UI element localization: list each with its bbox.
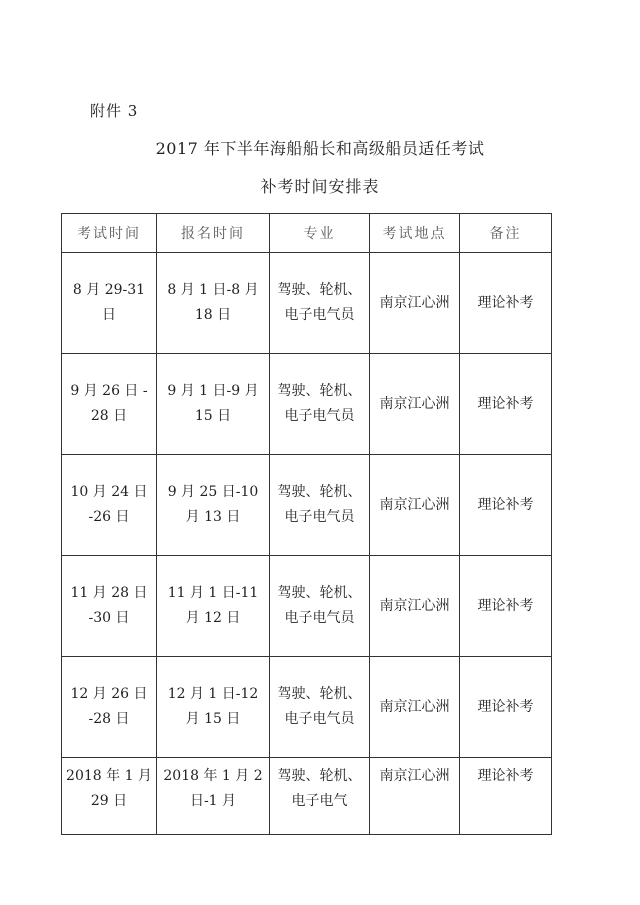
major-cell bbox=[270, 253, 370, 354]
note-cell bbox=[460, 758, 552, 835]
registration-time-text: 2018 年 1 月 2 日-1 月 bbox=[163, 768, 263, 809]
exam-time-cell bbox=[62, 354, 157, 455]
attachment-label: 附件 3 bbox=[90, 102, 139, 120]
column-header-registration-time: 报名时间 bbox=[157, 214, 270, 253]
table-row bbox=[62, 556, 552, 657]
registration-time-cell bbox=[157, 253, 270, 354]
exam-time-cell bbox=[62, 253, 157, 354]
table-row bbox=[62, 758, 552, 835]
location-text: 南京江心洲 bbox=[379, 395, 450, 412]
location-cell bbox=[370, 354, 460, 455]
note-text: 理论补考 bbox=[477, 597, 534, 614]
registration-time-text: 8 月 1 日-8 月 18 日 bbox=[167, 282, 259, 323]
major-cell bbox=[270, 354, 370, 455]
registration-time-cell bbox=[157, 758, 270, 835]
document-title: 2017 年下半年海船船长和高级船员适任考试 bbox=[155, 139, 485, 158]
major-cell bbox=[270, 556, 370, 657]
table-row bbox=[62, 354, 552, 455]
exam-time-cell bbox=[62, 556, 157, 657]
document-subtitle: 补考时间安排表 bbox=[260, 177, 380, 196]
location-text: 南京江心洲 bbox=[379, 698, 450, 715]
major-cell bbox=[270, 758, 370, 835]
registration-time-text: 11 月 1 日-11 月 12 日 bbox=[167, 585, 259, 626]
registration-time-cell bbox=[157, 455, 270, 556]
note-cell bbox=[460, 556, 552, 657]
column-header-note: 备注 bbox=[460, 214, 552, 253]
exam-time-cell bbox=[62, 758, 157, 835]
note-cell bbox=[460, 354, 552, 455]
registration-time-cell bbox=[157, 657, 270, 758]
location-cell bbox=[370, 758, 460, 835]
exam-time-text: 10 月 24 日 -26 日 bbox=[70, 484, 148, 525]
note-text: 理论补考 bbox=[477, 294, 534, 311]
major-text: 驾驶、轮机、电子电气员 bbox=[277, 383, 362, 424]
note-cell bbox=[460, 657, 552, 758]
exam-time-text: 12 月 26 日 -28 日 bbox=[70, 686, 148, 727]
registration-time-text: 9 月 25 日-10 月 13 日 bbox=[167, 484, 259, 525]
column-header-location: 考试地点 bbox=[370, 214, 460, 253]
major-text: 驾驶、轮机、电子电气员 bbox=[277, 484, 362, 525]
column-header-major: 专业 bbox=[270, 214, 370, 253]
registration-time-text: 9 月 1 日-9 月 15 日 bbox=[167, 383, 259, 424]
location-text: 南京江心洲 bbox=[379, 597, 450, 614]
exam-time-cell bbox=[62, 455, 157, 556]
note-cell bbox=[460, 455, 552, 556]
registration-time-cell bbox=[157, 354, 270, 455]
table-row bbox=[62, 253, 552, 354]
registration-time-cell bbox=[157, 556, 270, 657]
major-text: 驾驶、轮机、电子电气员 bbox=[277, 686, 362, 727]
location-cell bbox=[370, 556, 460, 657]
exam-time-text: 9 月 26 日 -28 日 bbox=[70, 383, 148, 424]
location-text: 南京江心洲 bbox=[379, 768, 450, 784]
schedule-table bbox=[61, 213, 552, 835]
exam-time-text: 8 月 29-31 日 bbox=[72, 282, 146, 323]
location-cell bbox=[370, 253, 460, 354]
exam-time-text: 11 月 28 日 -30 日 bbox=[70, 585, 148, 626]
exam-time-text: 2018 年 1 月 29 日 bbox=[66, 768, 152, 809]
note-text: 理论补考 bbox=[477, 496, 534, 513]
note-text: 理论补考 bbox=[477, 395, 534, 412]
location-cell bbox=[370, 455, 460, 556]
location-text: 南京江心洲 bbox=[379, 496, 450, 513]
location-cell bbox=[370, 657, 460, 758]
note-text: 理论补考 bbox=[477, 698, 534, 715]
major-text: 驾驶、轮机、电子电气员 bbox=[277, 585, 362, 626]
major-cell bbox=[270, 657, 370, 758]
major-text: 驾驶、轮机、电子电气 bbox=[277, 768, 362, 809]
table-header-row bbox=[62, 214, 552, 253]
major-cell bbox=[270, 455, 370, 556]
note-text: 理论补考 bbox=[477, 768, 534, 784]
exam-time-cell bbox=[62, 657, 157, 758]
note-cell bbox=[460, 253, 552, 354]
location-text: 南京江心洲 bbox=[379, 294, 450, 311]
major-text: 驾驶、轮机、电子电气员 bbox=[277, 282, 362, 323]
table-row bbox=[62, 455, 552, 556]
registration-time-text: 12 月 1 日-12 月 15 日 bbox=[167, 686, 259, 727]
column-header-exam-time: 考试时间 bbox=[62, 214, 157, 253]
table-row bbox=[62, 657, 552, 758]
